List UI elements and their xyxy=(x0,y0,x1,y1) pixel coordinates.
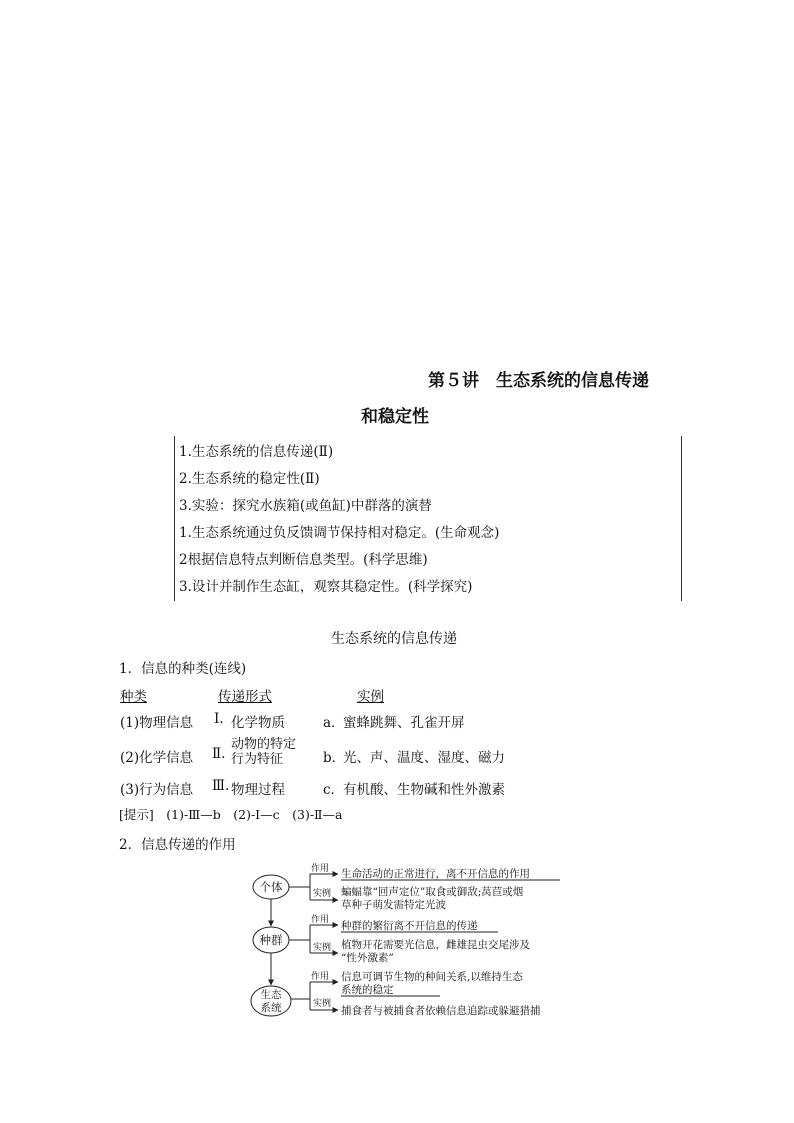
node-population-label: 种群 xyxy=(259,933,283,947)
example-label: 实例 xyxy=(313,889,332,899)
question-1-heading: 1．信息的种类(连线) xyxy=(119,661,247,677)
objective-item: 1.生态系统的信息传递(Ⅱ) xyxy=(179,444,334,460)
row-form-number: Ⅲ. xyxy=(212,778,230,794)
page-title-line2: 和稳定性 xyxy=(361,407,429,427)
node-ecosystem-label-2: 系统 xyxy=(260,1002,282,1014)
row-example-letter: c． xyxy=(323,782,345,798)
role-label: 作用 xyxy=(311,915,330,925)
row-form-number: Ⅱ. xyxy=(212,746,226,762)
row-type: (3)行为信息 xyxy=(120,782,194,798)
header-example: 实例 xyxy=(357,689,384,705)
row-example: 蜜蜂跳舞、孔雀开屏 xyxy=(343,715,465,731)
population-role-text: 种群的繁衍离不开信息的传递 xyxy=(341,920,478,932)
page-title-line1: 第５讲 生态系统的信息传递 xyxy=(428,371,649,391)
objective-item: 2.生态系统的稳定性(Ⅱ) xyxy=(179,471,320,487)
node-individual-label: 个体 xyxy=(259,880,283,894)
individual-example-text-2: 草种子萌发需特定光波 xyxy=(341,899,446,911)
objective-item: 3.实验：探究水族箱(或鱼缸)中群落的演替 xyxy=(179,498,432,514)
population-example-text-2: “性外激素” xyxy=(341,952,394,964)
row-example: 光、声、温度、湿度、磁力 xyxy=(343,750,505,766)
eco-role-text-2: 系统的稳定 xyxy=(341,984,394,996)
example-label: 实例 xyxy=(313,999,332,1009)
eco-example-text: 捕食者与被捕食者依赖信息追踪或躲避猎捕 xyxy=(341,1005,541,1017)
role-label: 作用 xyxy=(311,864,330,874)
question-2-heading: 2．信息传递的作用 xyxy=(119,837,236,853)
row-form-line1: 动物的特定 xyxy=(231,737,297,752)
row-form-number: Ⅰ. xyxy=(214,711,224,727)
row-form: 化学物质 xyxy=(231,715,285,731)
objective-item: 3.设计并制作生态缸，观察其稳定性。(科学探究) xyxy=(179,579,473,595)
row-example-letter: b． xyxy=(323,750,346,766)
example-label: 实例 xyxy=(313,943,332,953)
population-example-text-1: 植物开花需要光信息，雌雄昆虫交尾涉及 xyxy=(341,939,530,951)
row-example: 有机酸、生物碱和性外激素 xyxy=(343,782,505,798)
header-form: 传递形式 xyxy=(218,689,272,705)
objective-item: 2根据信息特点判断信息类型。(科学思维) xyxy=(179,552,428,568)
eco-role-text-1: 信息可调节生物的种间关系,以维持生态 xyxy=(341,971,523,983)
row-example-letter: a． xyxy=(323,715,345,731)
section-title: 生态系统的信息传递 xyxy=(331,631,457,647)
individual-role-text: 生命活动的正常进行，离不开信息的作用 xyxy=(341,868,530,880)
row-form-line2: 行为特征 xyxy=(231,752,284,767)
row-type: (1)物理信息 xyxy=(120,715,194,731)
objective-item: 1.生态系统通过负反馈调节保持相对稳定。(生命观念) xyxy=(179,525,500,541)
objectives-box xyxy=(174,436,682,601)
header-type: 种类 xyxy=(120,689,147,705)
node-ecosystem-label-1: 生态 xyxy=(260,989,282,1001)
row-form: 物理过程 xyxy=(231,782,285,798)
row-type: (2)化学信息 xyxy=(120,750,194,766)
hint-line: [提示] (1)-Ⅲ—b (2)-Ⅰ—c (3)-Ⅱ—a xyxy=(119,807,343,822)
individual-example-text-1: 蝙蝠靠“回声定位”取食或御敌;莴苣或烟 xyxy=(341,886,524,898)
info-transfer-diagram xyxy=(240,860,560,1022)
role-label: 作用 xyxy=(311,972,330,982)
